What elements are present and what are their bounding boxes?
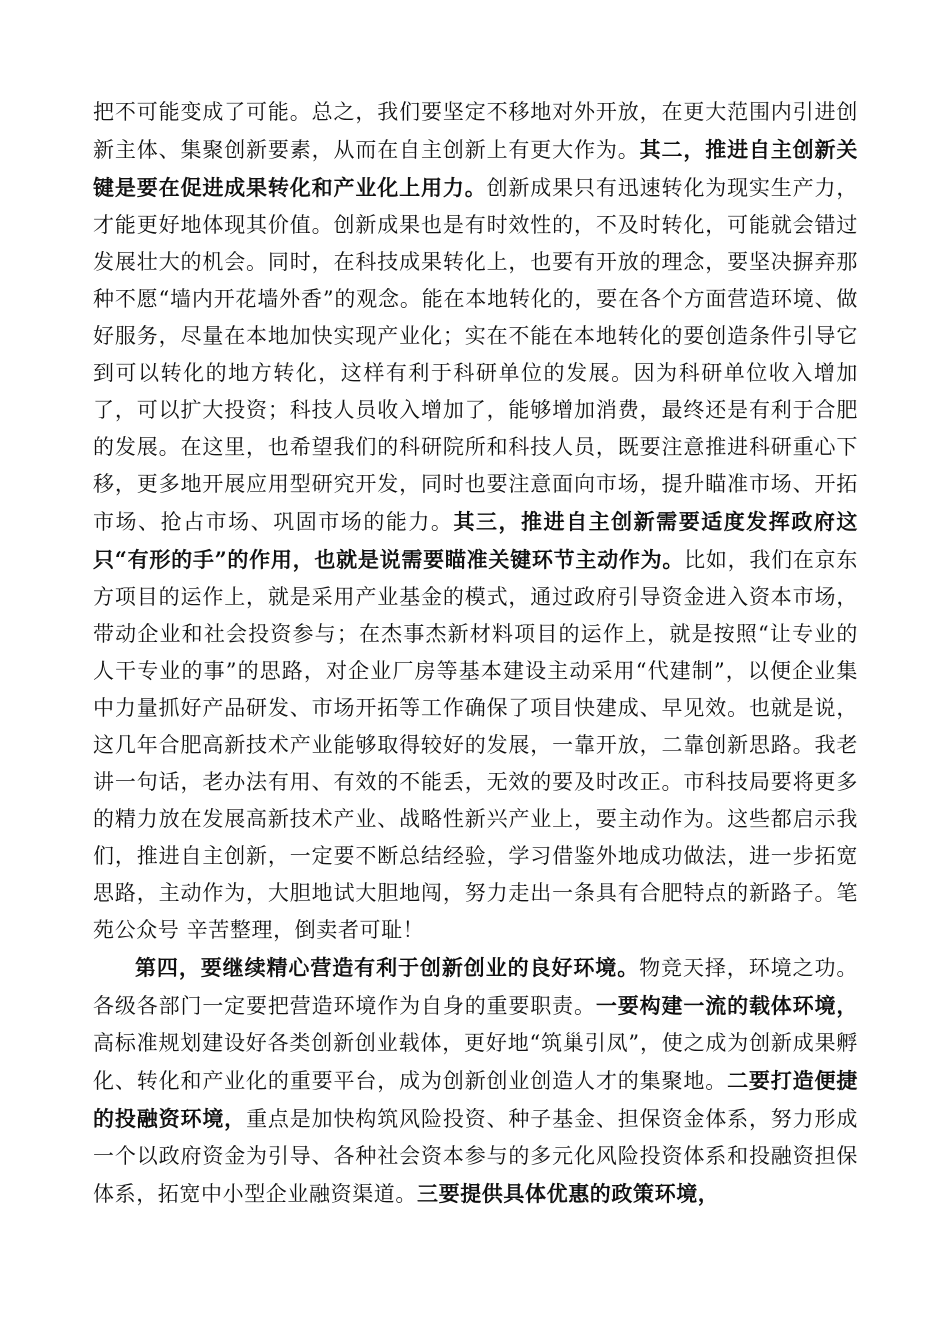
text-run: 重点是加快构筑风险投资、种子基金、担保资金体系，努力形成一个以政府资金为引导、各种社会资本参与的多元化风险投资体系和投融资担保体系，拓宽中小型企业融资渠道。: [93, 1107, 858, 1206]
text-run: 创新成果只有迅速转化为现实生产力，才能更好地体现其价值。创新成果也是有时效性的，不及时转化，可能就会错过发展壮大的机会。同时，在科技成果转化上，也要有开放的理念，要坚决摒弃那种不愿“墙内开花墙外香”的观念。能在本地转化的，要在各个方面营造环境、做好服务，尽量在本地加快实现产业化；实在不能在本地转化的要创造条件引导它到可以转化的地方转化，这样有利于科研单位的发展。因为科研单位收入增加了，可以扩大投资；科技人员收入增加了，能够增加消费，最终还是有利于合肥的发展。在这里，也希望我们的科研院所和科技人员，既要注意推进科研重心下移，更多地开展应用型研究开发，同时也要注意面向市场，提升瞄准市场、开拓市场、抢占市场、巩固市场的能力。: [93, 176, 858, 534]
bold-run: 其二，推进自主创新关键是要在促进成果转化和产业化上用力。: [93, 137, 859, 200]
text-run: 把不可能变成了可能。总之，我们要坚定不移地对外开放，在更大范围内引进创新主体、集聚创新要素，从而在自主创新上有更大作为。: [93, 100, 858, 162]
paragraph-2: [93, 949, 858, 1213]
text-run: 比如，我们在京东方项目的运作上，就是采用产业基金的模式，通过政府引导资金进入资本市场，带动企业和社会投资参与；在杰事杰新材料项目的运作上，就是按照“让专业的人干专业的事”的思路，对企业厂房等基本建设主动采用“代建制”，以便企业集中力量抓好产品研发、市场开拓等工作确保了项目快建成、早见效。也就是说，这几年合肥高新技术产业能够取得较好的发展，一靠开放，二靠创新思路。我老讲一句话，老办法有用、有效的不能丢，无效的要及时改正。市科技局要将更多的精力放在发展高新技术产业、战略性新兴产业上，要主动作为。这些都启示我们，推进自主创新，一定要不断总结经验，学习借鉴外地成功做法，进一步拓宽思路，主动作为，大胆地试大胆地闯，努力走出一条具有合肥特点的新路子。笔苑公众号 辛苦整理，倒卖者可耻！: [93, 548, 858, 942]
text-run: 高标准规划建设好各类创新创业载体，更好地“筑巢引凤”，使之成为创新成果孵化、转化和产业化的重要平台，成为创新创业创造人才的集聚地。: [93, 1031, 858, 1093]
paragraph-1: [93, 94, 858, 949]
bold-run: 二要打造便捷的投融资环境，: [93, 1068, 858, 1131]
bold-run: 第四，要继续精心营造有利于创新创业的良好环境。: [135, 955, 640, 980]
bold-run: 其三，推进自主创新需要适度发挥政府这只“有形的手”的作用，也就是说需要瞄准关键环节主动作为。: [93, 509, 858, 572]
bold-run: 三要提供具体优惠的政策环境，: [417, 1181, 720, 1206]
bold-run: 一要构建一流的载体环境，: [595, 993, 858, 1018]
text-run: 物竞天择，环境之功。各级各部门一定要把营造环境作为自身的重要职责。: [93, 956, 858, 1018]
